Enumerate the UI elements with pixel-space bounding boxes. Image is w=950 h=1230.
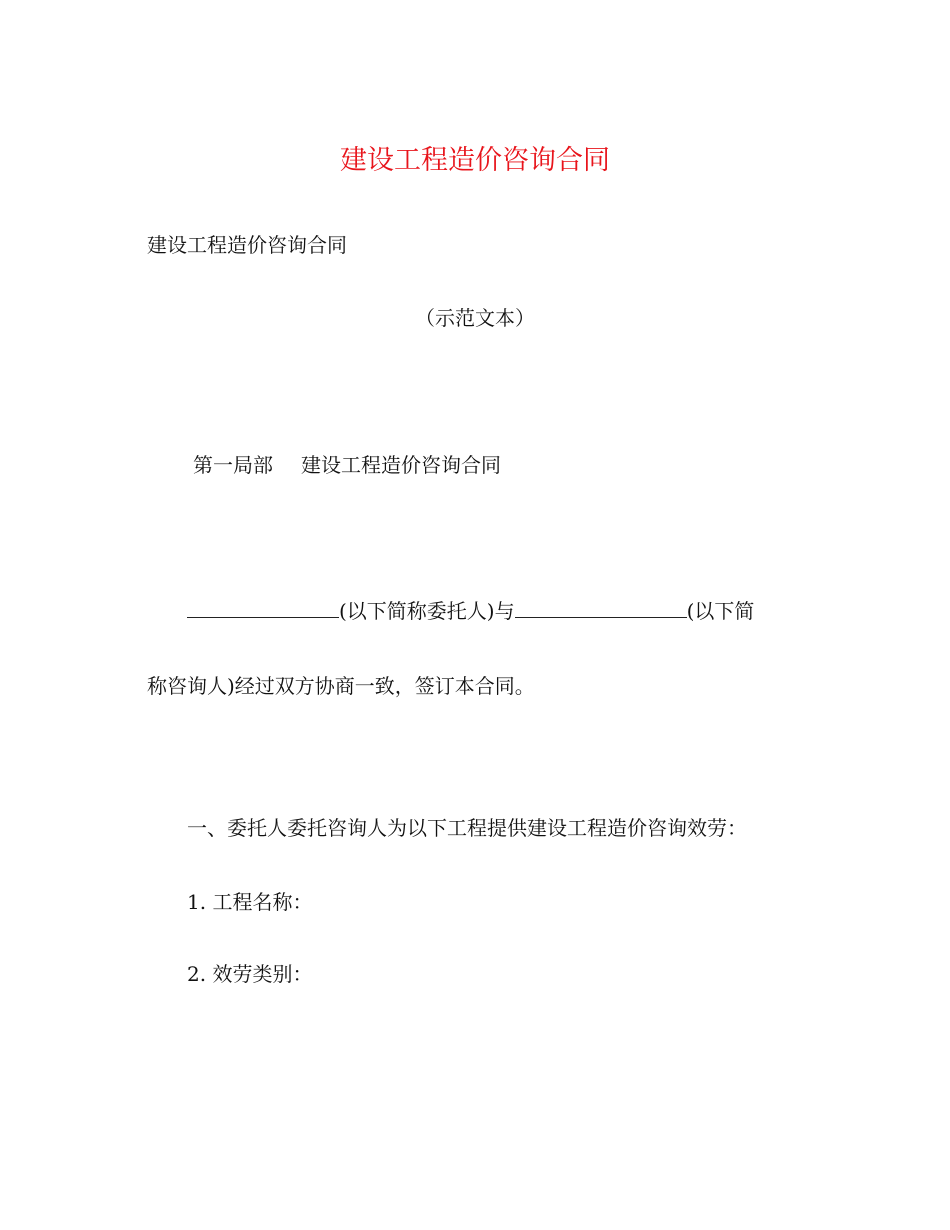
item-number: 2. [187, 962, 207, 986]
section-one-heading: 一、委托人委托咨询人为以下工程提供建设工程造价咨询效劳： [187, 816, 747, 840]
intro-line-1 [187, 597, 754, 624]
client-name-blank [187, 597, 339, 618]
item-number: 1. [187, 890, 207, 914]
document-subtitle: 建设工程造价咨询合同 [147, 233, 347, 257]
item-label: 效劳类别： [212, 962, 313, 986]
part-one-heading [193, 452, 501, 478]
list-item [187, 889, 312, 915]
intro-line-2: 称咨询人)经过双方协商一致，签订本合同。 [147, 674, 535, 698]
part-one-name: 建设工程造价咨询合同 [301, 453, 501, 477]
list-item [187, 961, 312, 987]
part-one-label: 第一局部 [193, 453, 273, 477]
item-label: 工程名称： [212, 890, 313, 914]
consultant-alias-text: (以下简 [686, 599, 755, 623]
document-title: 建设工程造价咨询合同 [340, 145, 610, 176]
model-text-label: （示范文本） [415, 306, 535, 330]
client-alias-text: (以下简称委托人)与 [339, 599, 515, 623]
consultant-name-blank [515, 597, 687, 618]
